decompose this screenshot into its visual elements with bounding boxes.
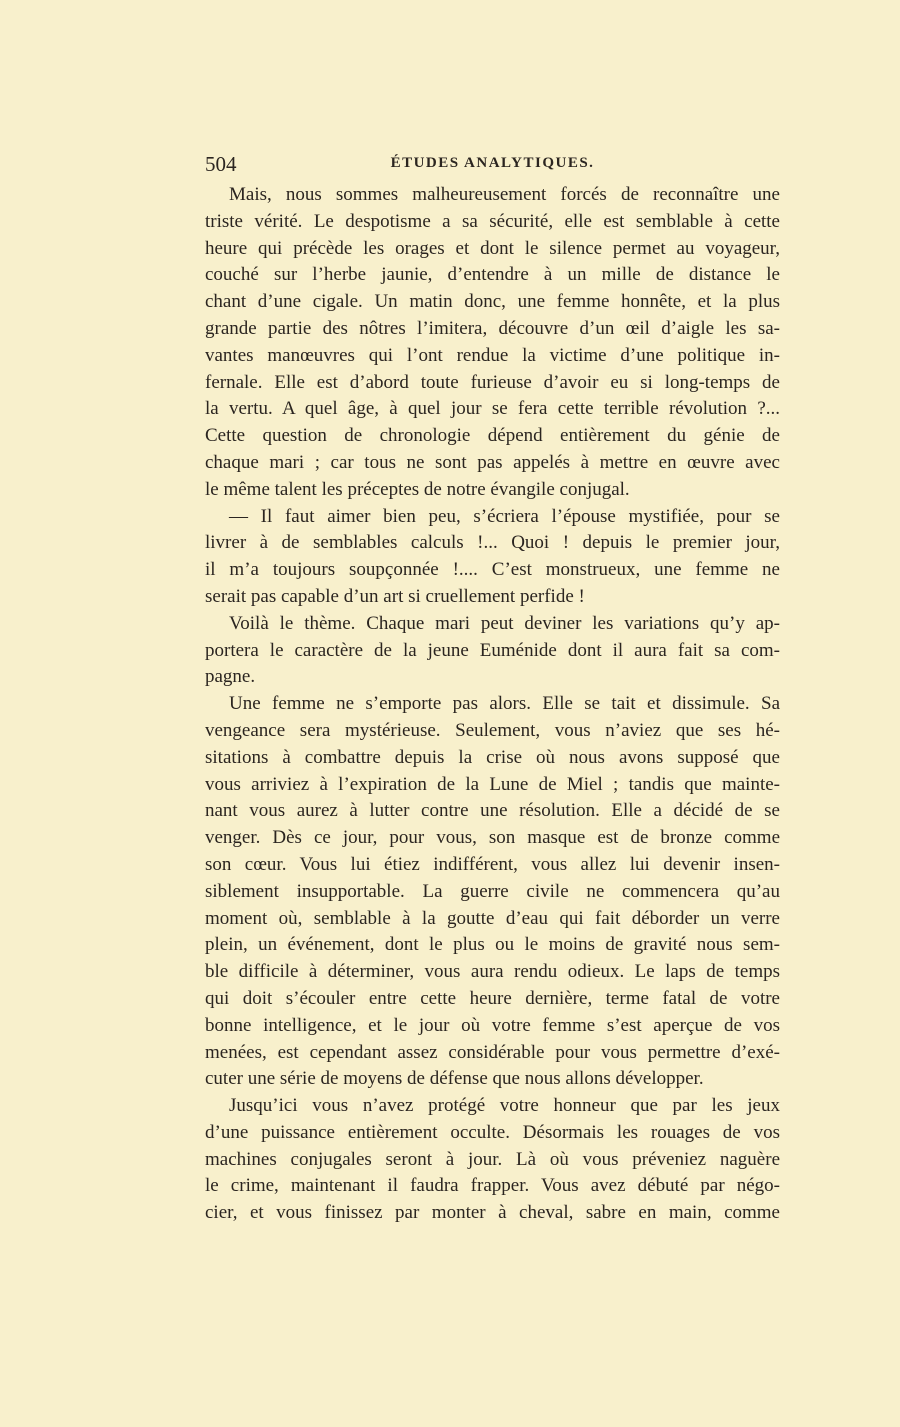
text-line: la vertu. A quel âge, à quel jour se fera cette terrible révolution ?...	[205, 398, 780, 420]
text-line: portera le caractère de la jeune Euménide dont il aura fait sa com-	[205, 639, 780, 661]
text-line: plein, un événement, dont le plus ou le moins de gravité nous sem-	[205, 934, 780, 956]
text-line: pagne.	[205, 666, 256, 688]
text-line: couché sur l’herbe jaunie, d’entendre à un mille de distance le	[205, 264, 780, 286]
paragraph	[205, 504, 780, 611]
text-line: le même talent les préceptes de notre évangile conjugal.	[205, 478, 630, 500]
text-line: chaque mari ; car tous ne sont pas appelés à mettre en œuvre avec	[205, 451, 780, 473]
text-line: machines conjugales seront à jour. Là où vous préveniez naguère	[205, 1148, 780, 1170]
text-line: bonne intelligence, et le jour où votre femme s’est aperçue de vos	[205, 1014, 780, 1036]
text-line: moment où, semblable à la goutte d’eau qui fait déborder un verre	[205, 907, 780, 929]
text-line: son cœur. Vous lui étiez indifférent, vous allez lui devenir insen-	[205, 853, 780, 875]
paragraph	[205, 182, 780, 504]
text-line: fernale. Elle est d’abord toute furieuse d’avoir eu si long-temps de	[205, 371, 780, 393]
text-line: Une femme ne s’emporte pas alors. Elle se tait et dissimule. Sa	[229, 693, 780, 715]
text-line: grande partie des nôtres l’imitera, découvre d’un œil d’aigle les sa-	[205, 317, 780, 339]
paragraph	[205, 1093, 780, 1227]
text-line: Cette question de chronologie dépend entièrement du génie de	[205, 425, 780, 447]
text-line: siblement insupportable. La guerre civile ne commencera qu’au	[205, 880, 780, 902]
text-line: cuter une série de moyens de défense que nous allons développer.	[205, 1068, 704, 1090]
text-line: triste vérité. Le despotisme a sa sécurité, elle est semblable à cette	[205, 210, 780, 232]
text-line: nant vous aurez à lutter contre une résolution. Elle a décidé de se	[205, 800, 780, 822]
page-header	[205, 152, 780, 182]
text-line: chant d’une cigale. Un matin donc, une femme honnête, et la plus	[205, 291, 780, 313]
running-title: ÉTUDES ANALYTIQUES.	[390, 155, 595, 171]
text-line: vous arriviez à l’expiration de la Lune de Miel ; tandis que mainte-	[205, 773, 780, 795]
text-line: serait pas capable d’un art si cruellement perfide !	[205, 585, 585, 607]
paragraph	[205, 611, 780, 691]
text-line: vengeance sera mystérieuse. Seulement, vous n’aviez que ses hé-	[205, 719, 780, 741]
text-line: venger. Dès ce jour, pour vous, son masque est de bronze comme	[205, 827, 780, 849]
text-line: — Il faut aimer bien peu, s’écriera l’épouse mystifiée, pour se	[229, 505, 780, 527]
paragraph	[205, 691, 780, 1093]
text-line: livrer à de semblables calculs !... Quoi ! depuis le premier jour,	[205, 532, 780, 554]
text-line: menées, est cependant assez considérable pour vous permettre d’exé-	[205, 1041, 780, 1063]
text-line: le crime, maintenant il faudra frapper. Vous avez débuté par négo-	[205, 1175, 780, 1197]
text-line: Mais, nous sommes malheureusement forcés de reconnaître une	[229, 184, 780, 205]
text-line: cier, et vous finissez par monter à cheval, sabre en main, comme	[205, 1202, 780, 1224]
text-line: sitations à combattre depuis la crise où nous avons supposé que	[205, 746, 780, 768]
body-text	[205, 182, 780, 1227]
page-number: 504	[205, 152, 237, 176]
text-line: il m’a toujours soupçonnée !.... C’est monstrueux, une femme ne	[205, 559, 780, 581]
text-line: Voilà le thème. Chaque mari peut deviner les variations qu’y ap-	[229, 612, 780, 634]
text-line: Jusqu’ici vous n’avez protégé votre honneur que par les jeux	[229, 1095, 780, 1117]
text-line: d’une puissance entièrement occulte. Désormais les rouages de vos	[205, 1121, 780, 1143]
text-line: vantes manœuvres qui l’ont rendue la victime d’une politique in-	[205, 344, 780, 366]
text-line: qui doit s’écouler entre cette heure dernière, terme fatal de votre	[205, 987, 780, 1009]
text-line: heure qui précède les orages et dont le silence permet au voyageur,	[205, 237, 780, 259]
text-line: ble difficile à déterminer, vous aura rendu odieux. Le laps de temps	[205, 961, 780, 983]
